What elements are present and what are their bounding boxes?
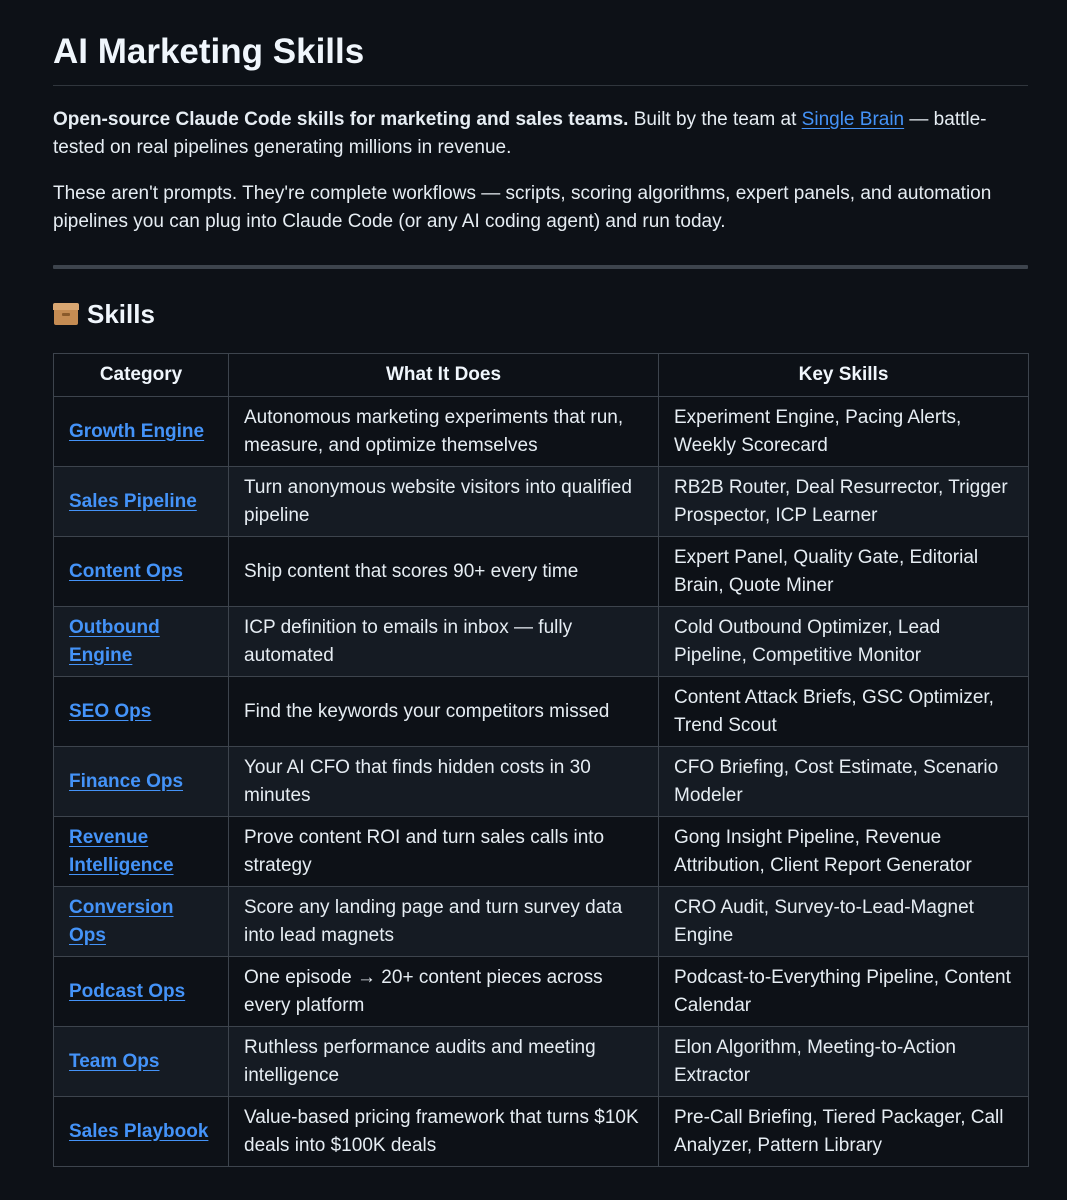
category-cell	[54, 817, 229, 887]
table-row	[54, 817, 1029, 887]
what-it-does-cell: Autonomous marketing experiments that run, measure, and optimize themselves	[229, 397, 659, 467]
category-cell	[54, 1097, 229, 1167]
table-row	[54, 957, 1029, 1027]
key-skills-cell: CFO Briefing, Cost Estimate, Scenario Modeler	[659, 747, 1029, 817]
header-what-it-does: What It Does	[229, 354, 659, 397]
category-cell	[54, 537, 229, 607]
key-skills-cell: Experiment Engine, Pacing Alerts, Weekly Scorecard	[659, 397, 1029, 467]
category-link[interactable]: Revenue Intelligence	[69, 826, 174, 876]
table-row	[54, 537, 1029, 607]
category-link[interactable]: Finance Ops	[69, 770, 184, 792]
what-it-does-cell: Ruthless performance audits and meeting intelligence	[229, 1027, 659, 1097]
key-skills-cell: Podcast-to-Everything Pipeline, Content Calendar	[659, 957, 1029, 1027]
category-cell	[54, 957, 229, 1027]
category-link[interactable]: Podcast Ops	[69, 980, 186, 1002]
intro-text-before-link: Built by the team at	[628, 109, 802, 130]
key-skills-cell: Cold Outbound Optimizer, Lead Pipeline, Competitive Monitor	[659, 607, 1029, 677]
table-row	[54, 1097, 1029, 1167]
what-it-does-cell: ICP definition to emails in inbox — fully automated	[229, 607, 659, 677]
table-row	[54, 1027, 1029, 1097]
table-row	[54, 397, 1029, 467]
intro-paragraph	[53, 106, 1028, 162]
skills-heading-label: Skills	[87, 299, 155, 329]
category-link[interactable]: Team Ops	[69, 1050, 160, 1072]
key-skills-cell: Elon Algorithm, Meeting-to-Action Extractor	[659, 1027, 1029, 1097]
skills-heading	[53, 295, 1028, 333]
header-category: Category	[54, 354, 229, 397]
skills-table	[53, 353, 1029, 1167]
category-cell	[54, 747, 229, 817]
category-cell	[54, 677, 229, 747]
single-brain-link[interactable]: Single Brain	[801, 109, 905, 130]
key-skills-cell: RB2B Router, Deal Resurrector, Trigger Prospector, ICP Learner	[659, 467, 1029, 537]
what-it-does-cell: Find the keywords your competitors missed	[229, 677, 659, 747]
category-cell	[54, 1027, 229, 1097]
key-skills-cell: Content Attack Briefs, GSC Optimizer, Trend Scout	[659, 677, 1029, 747]
table-row	[54, 887, 1029, 957]
intro-bold: Open-source Claude Code skills for marketing and sales teams.	[53, 109, 629, 130]
table-row	[54, 747, 1029, 817]
key-skills-cell: Pre-Call Briefing, Tiered Packager, Call Analyzer, Pattern Library	[659, 1097, 1029, 1167]
readme-content	[53, 28, 1028, 1167]
category-link[interactable]: Sales Playbook	[69, 1120, 209, 1142]
what-it-does-cell: Your AI CFO that finds hidden costs in 30 minutes	[229, 747, 659, 817]
category-cell	[54, 607, 229, 677]
table-row	[54, 677, 1029, 747]
what-it-does-cell: Score any landing page and turn survey data into lead magnets	[229, 887, 659, 957]
table-row	[54, 607, 1029, 677]
intro-text-after-link: — battle-tested on real pipelines generating millions in revenue.	[53, 109, 987, 158]
horizontal-rule	[53, 265, 1028, 269]
key-skills-cell: Gong Insight Pipeline, Revenue Attribution, Client Report Generator	[659, 817, 1029, 887]
page-title: AI Marketing Skills	[53, 28, 1028, 86]
table-row	[54, 467, 1029, 537]
header-key-skills: Key Skills	[659, 354, 1029, 397]
category-link[interactable]: Conversion Ops	[69, 896, 174, 946]
what-it-does-cell: Value-based pricing framework that turns $10K deals into $100K deals	[229, 1097, 659, 1167]
key-skills-cell: CRO Audit, Survey-to-Lead-Magnet Engine	[659, 887, 1029, 957]
category-link[interactable]: SEO Ops	[69, 700, 152, 722]
category-cell	[54, 887, 229, 957]
category-link[interactable]: Growth Engine	[69, 420, 205, 442]
key-skills-cell: Expert Panel, Quality Gate, Editorial Brain, Quote Miner	[659, 537, 1029, 607]
what-it-does-cell: Prove content ROI and turn sales calls into strategy	[229, 817, 659, 887]
card-file-box-icon	[53, 303, 79, 325]
category-link[interactable]: Content Ops	[69, 560, 183, 582]
category-cell	[54, 467, 229, 537]
table-header-row	[54, 354, 1029, 397]
description-paragraph: These aren't prompts. They're complete workflows — scripts, scoring algorithms, expert panels, and automation pipelines you can plug into Claude Code (or any AI coding agent) and run today.	[53, 183, 992, 232]
what-it-does-cell: Turn anonymous website visitors into qualified pipeline	[229, 467, 659, 537]
category-link[interactable]: Outbound Engine	[69, 616, 160, 666]
what-it-does-cell: One episode → 20+ content pieces across every platform	[229, 957, 659, 1027]
what-it-does-cell: Ship content that scores 90+ every time	[229, 537, 659, 607]
category-link[interactable]: Sales Pipeline	[69, 490, 197, 512]
category-cell	[54, 397, 229, 467]
